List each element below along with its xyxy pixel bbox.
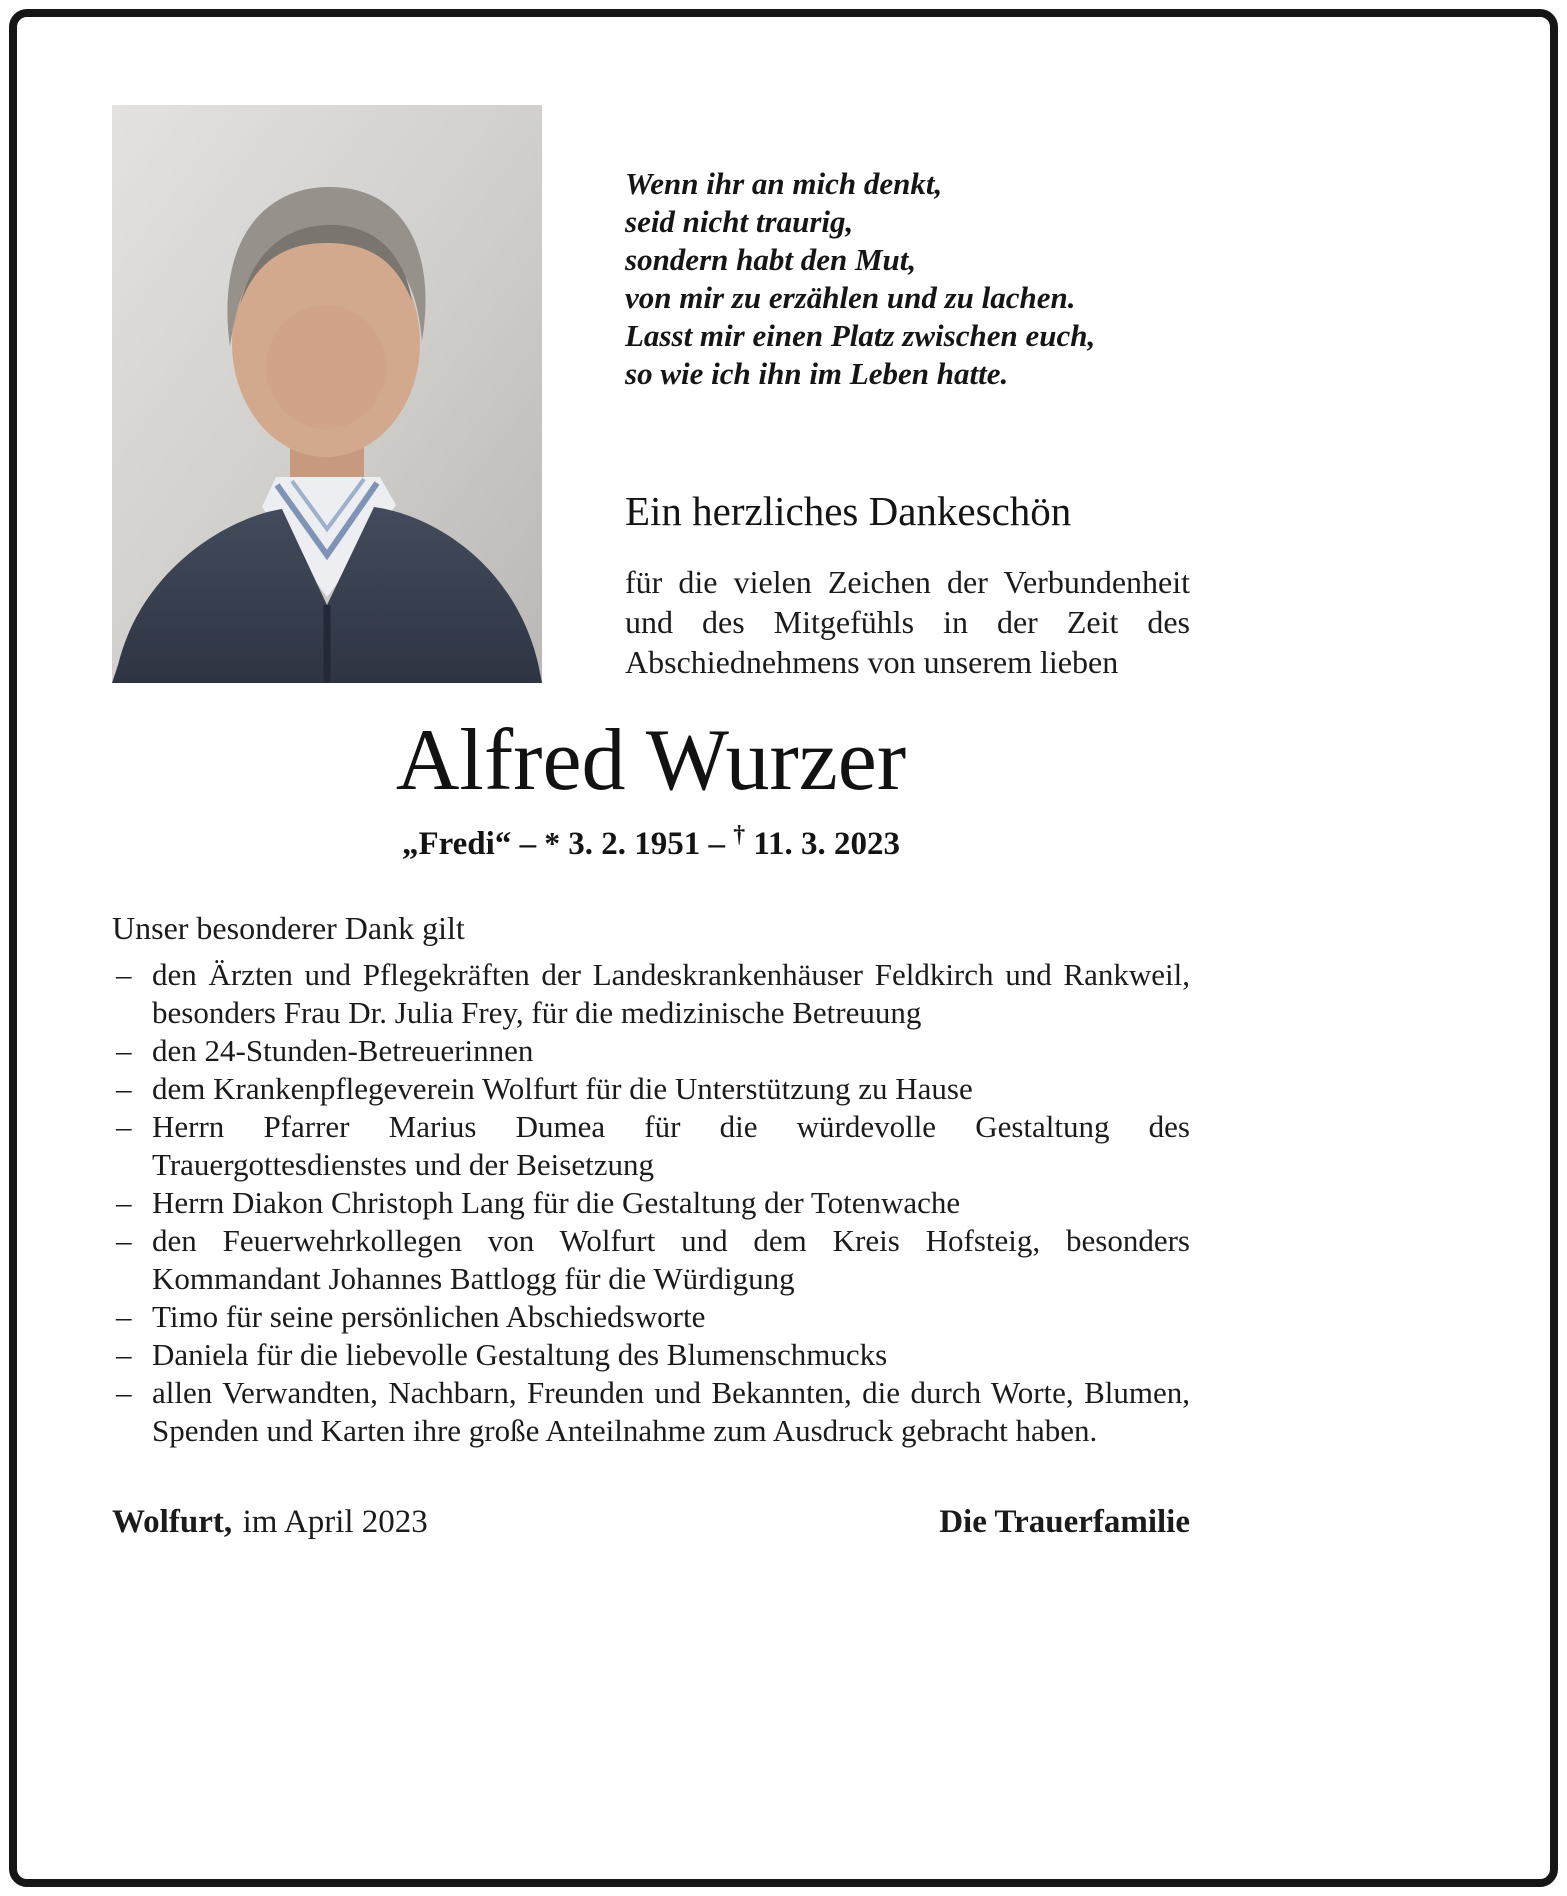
- verse-and-thanks: [625, 0, 1190, 683]
- item-text: dem Krankenpflegeverein Wolfurt für die Unterstützung zu Hause: [152, 1071, 973, 1106]
- death-date: 11. 3. 2023: [753, 826, 901, 862]
- thanks-intro: für die vielen Zeichen der Verbundenheit und des Mitgefühls in der Zeit des Abschiednehmens von unserem lieben: [625, 564, 1190, 680]
- acknowledgement-item: [112, 1222, 1190, 1298]
- acknowledgement-item: [112, 1184, 1190, 1222]
- item-text: den Feuerwehrkollegen von Wolfurt und dem Kreis Hofsteig, besonders Kommandant Johannes Battlogg für die Würdigung: [152, 1223, 1190, 1296]
- acknowledgement-list: [112, 956, 1190, 1450]
- footer-date: im April 2023: [242, 1504, 428, 1540]
- item-bullet: –: [116, 1375, 132, 1410]
- verse-line: seid nicht traurig,: [625, 204, 854, 239]
- verse-line: von mir zu erzählen und zu lachen.: [625, 280, 1076, 315]
- item-text: allen Verwandten, Nachbarn, Freunden und Bekannten, die durch Worte, Blumen, Spenden und Karten ihre große Anteilnahme zum Ausdruck gebracht haben.: [152, 1375, 1190, 1448]
- item-bullet: –: [116, 1109, 132, 1144]
- footer-place: Wolfurt,: [112, 1504, 233, 1540]
- acknowledgement-item: [112, 1108, 1190, 1184]
- footer: [112, 1502, 1190, 1542]
- deceased-name: Alfred Wurzer: [395, 712, 907, 809]
- item-text: den Ärzten und Pflegekräften der Landeskrankenhäuser Feldkirch und Rankweil, besonders Frau Dr. Julia Frey, für die medizinische Betreuung: [152, 957, 1190, 1030]
- acknowledgement-item: [112, 1374, 1190, 1450]
- acknowledgement-item: [112, 1298, 1190, 1336]
- item-bullet: –: [116, 1299, 132, 1334]
- item-text: den 24-Stunden-Betreuerinnen: [152, 1033, 534, 1068]
- died-symbol: †: [733, 822, 746, 848]
- birth-date: 3. 2. 1951: [568, 826, 701, 862]
- portrait-photo-illustration: [112, 105, 542, 683]
- item-bullet: –: [116, 1337, 132, 1372]
- portrait-photo: [112, 105, 542, 683]
- item-text: Herrn Diakon Christoph Lang für die Gestaltung der Totenwache: [152, 1185, 961, 1220]
- vitals-separator: –: [519, 826, 537, 862]
- item-text: Herrn Pfarrer Marius Dumea für die würdevolle Gestaltung des Trauergottesdienstes und der Beisetzung: [152, 1109, 1190, 1182]
- deceased-vitals: [112, 815, 1190, 864]
- top-section: [112, 0, 1190, 683]
- acknowledgement-item: [112, 1032, 1190, 1070]
- memorial-card: [112, 0, 1190, 1542]
- acknowledgement-lead: Unser besonderer Dank gilt: [112, 910, 465, 946]
- memorial-verse: [625, 165, 1190, 393]
- item-bullet: –: [116, 1071, 132, 1106]
- thanks-heading: Ein herzliches Dankeschön: [625, 488, 1072, 534]
- born-symbol: *: [544, 826, 560, 861]
- item-bullet: –: [116, 957, 132, 992]
- item-bullet: –: [116, 1185, 132, 1220]
- item-text: Daniela für die liebevolle Gestaltung des Blumenschmucks: [152, 1337, 888, 1372]
- item-bullet: –: [116, 1223, 132, 1258]
- vitals-separator: –: [708, 826, 725, 862]
- deceased-nickname: „Fredi“: [401, 826, 512, 862]
- item-bullet: –: [116, 1033, 132, 1068]
- acknowledgement-item: [112, 956, 1190, 1032]
- acknowledgement-item: [112, 1070, 1190, 1108]
- verse-line: sondern habt den Mut,: [625, 242, 917, 277]
- item-text: Timo für seine persönlichen Abschiedsworte: [152, 1299, 706, 1334]
- verse-line: so wie ich ihn im Leben hatte.: [625, 356, 1009, 391]
- verse-line: Lasst mir einen Platz zwischen euch,: [625, 318, 1096, 353]
- acknowledgement-item: [112, 1336, 1190, 1374]
- verse-line: Wenn ihr an mich denkt,: [625, 166, 943, 201]
- footer-place-date: [112, 1502, 428, 1542]
- footer-signature: Die Trauerfamilie: [939, 1504, 1190, 1540]
